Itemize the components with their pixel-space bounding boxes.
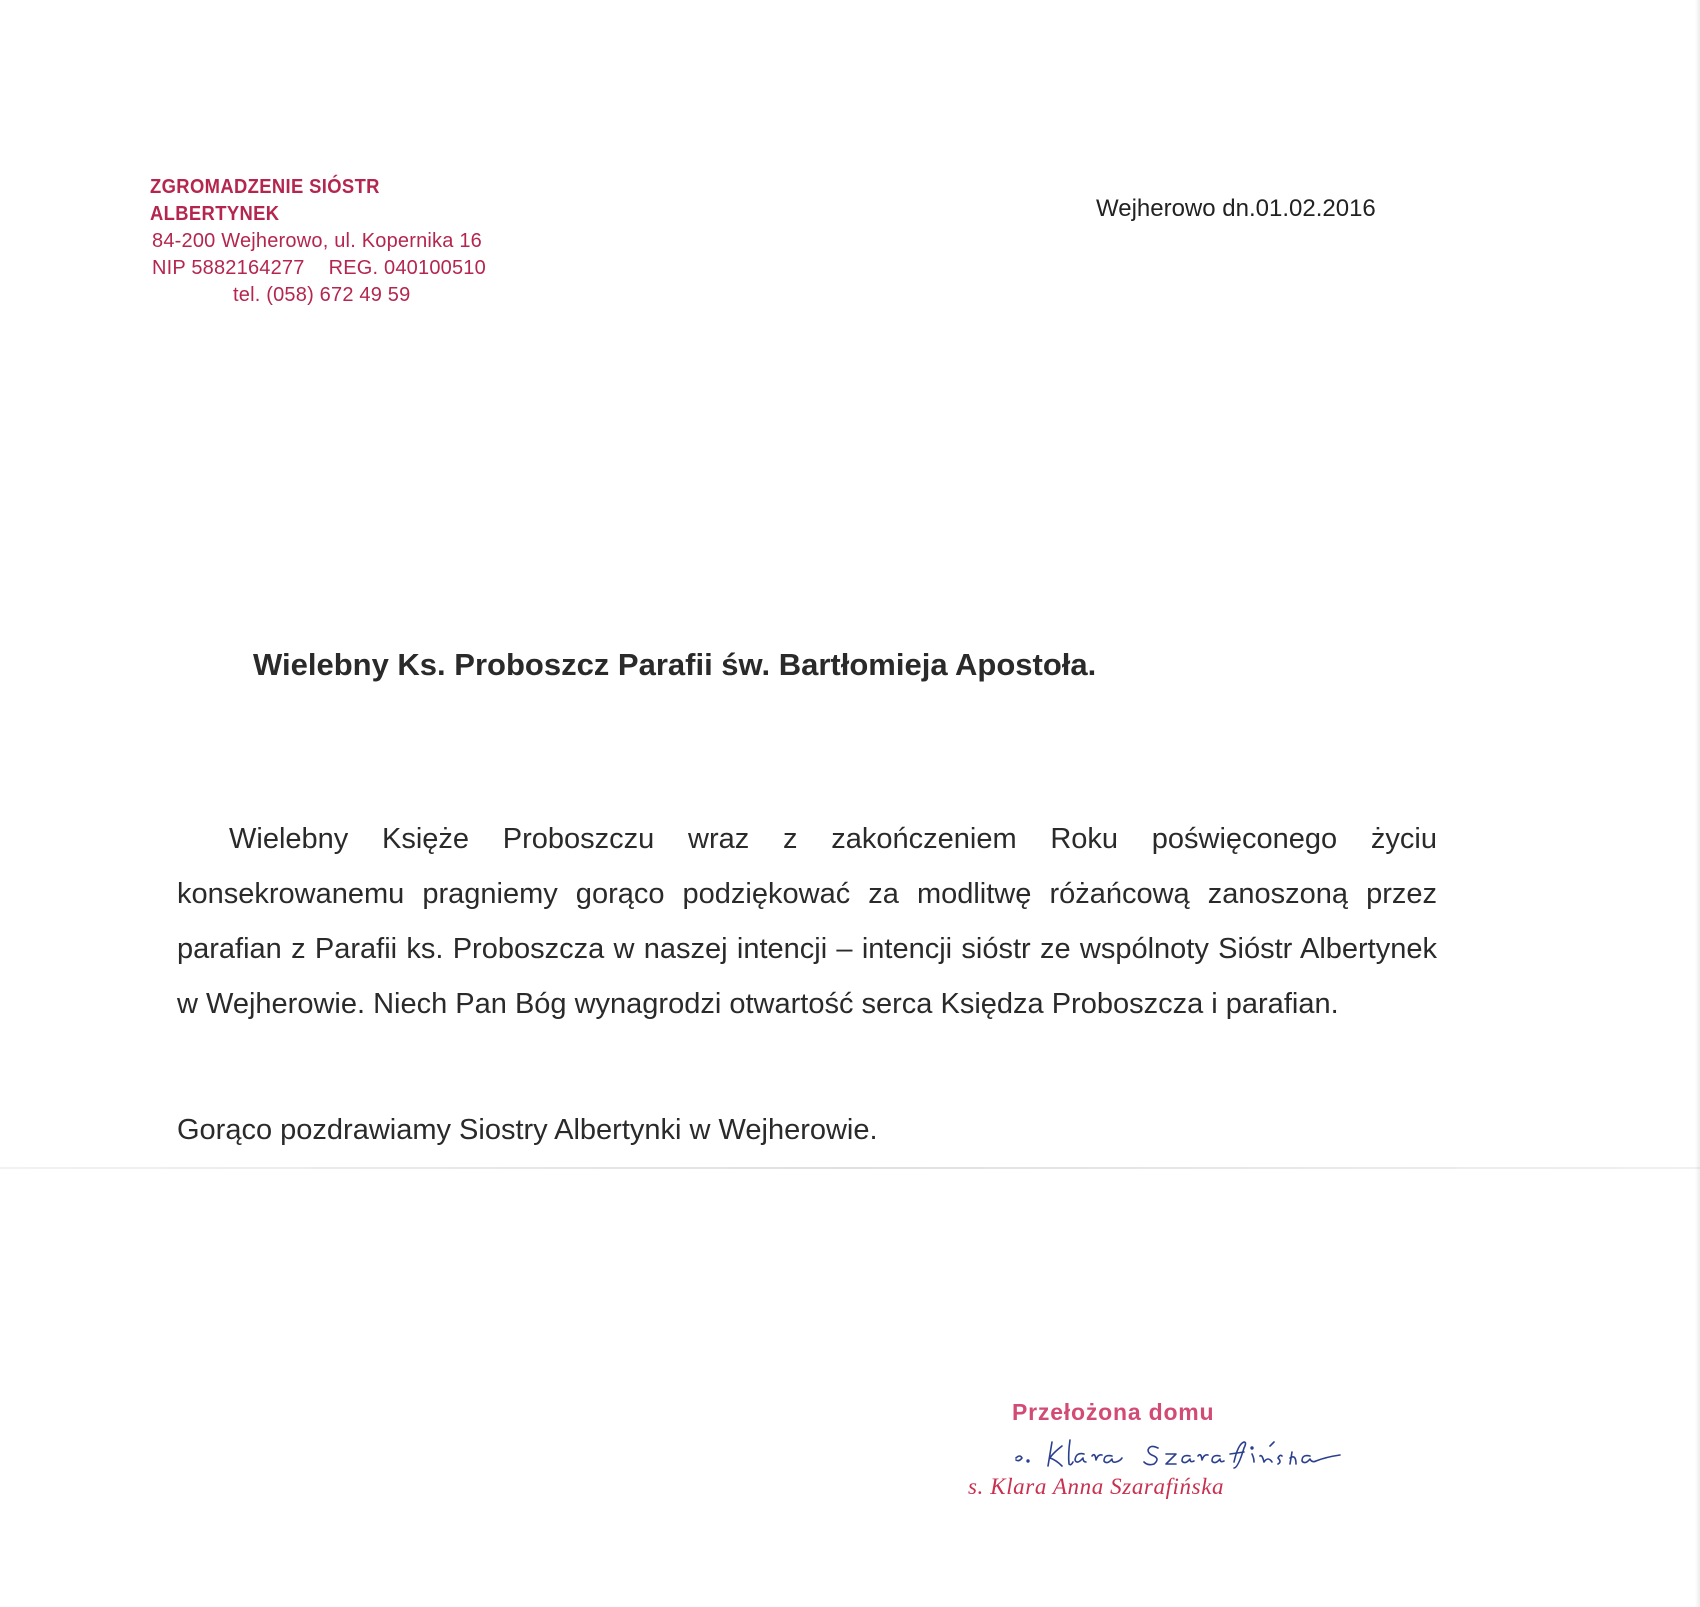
signature-name-stamp: s. Klara Anna Szarafińska: [968, 1474, 1225, 1499]
signature-title-stamp: Przełożona domu: [1012, 1399, 1215, 1425]
letterhead-stamp: [150, 174, 530, 309]
handwritten-signature: [1008, 1432, 1348, 1474]
letter-heading: Wielebny Ks. Proboszcz Parafii św. Bartłomieja Apostoła.: [253, 647, 1097, 682]
stamp-organization: ZGROMADZENIE SIÓSTR ALBERTYNEK: [150, 176, 380, 225]
stamp-reg: REG. 040100510: [328, 257, 486, 279]
date-line: Wejherowo dn.01.02.2016: [1096, 195, 1376, 222]
stamp-nip: NIP 5882164277: [152, 257, 305, 279]
stamp-address: 84-200 Wejherowo, ul. Kopernika 16: [152, 230, 482, 252]
stamp-registration-line: [150, 255, 530, 282]
paper-fold-line: [0, 1167, 1700, 1169]
stamp-phone: tel. (058) 672 49 59: [233, 284, 411, 306]
body-paragraph: Wielebny Księże Proboszczu wraz z zakończeniem Roku poświęconego życiu konsekrowanemu pragniemy gorąco podziękować za modlitwę różańcową zanoszoną przez parafian z Parafii ks. Proboszcza w naszej intencji – intencji sióstr ze wspólnoty Sióstr Albertynek w Wejherowie. Niech Pan Bóg wynagrodzi otwartość serca Księdza Proboszcza i parafian.: [177, 823, 1437, 1020]
closing-greeting: Gorąco pozdrawiamy Siostry Albertynki w Wejherowie.: [177, 1114, 878, 1146]
page-edge-shadow: [1695, 0, 1700, 1607]
